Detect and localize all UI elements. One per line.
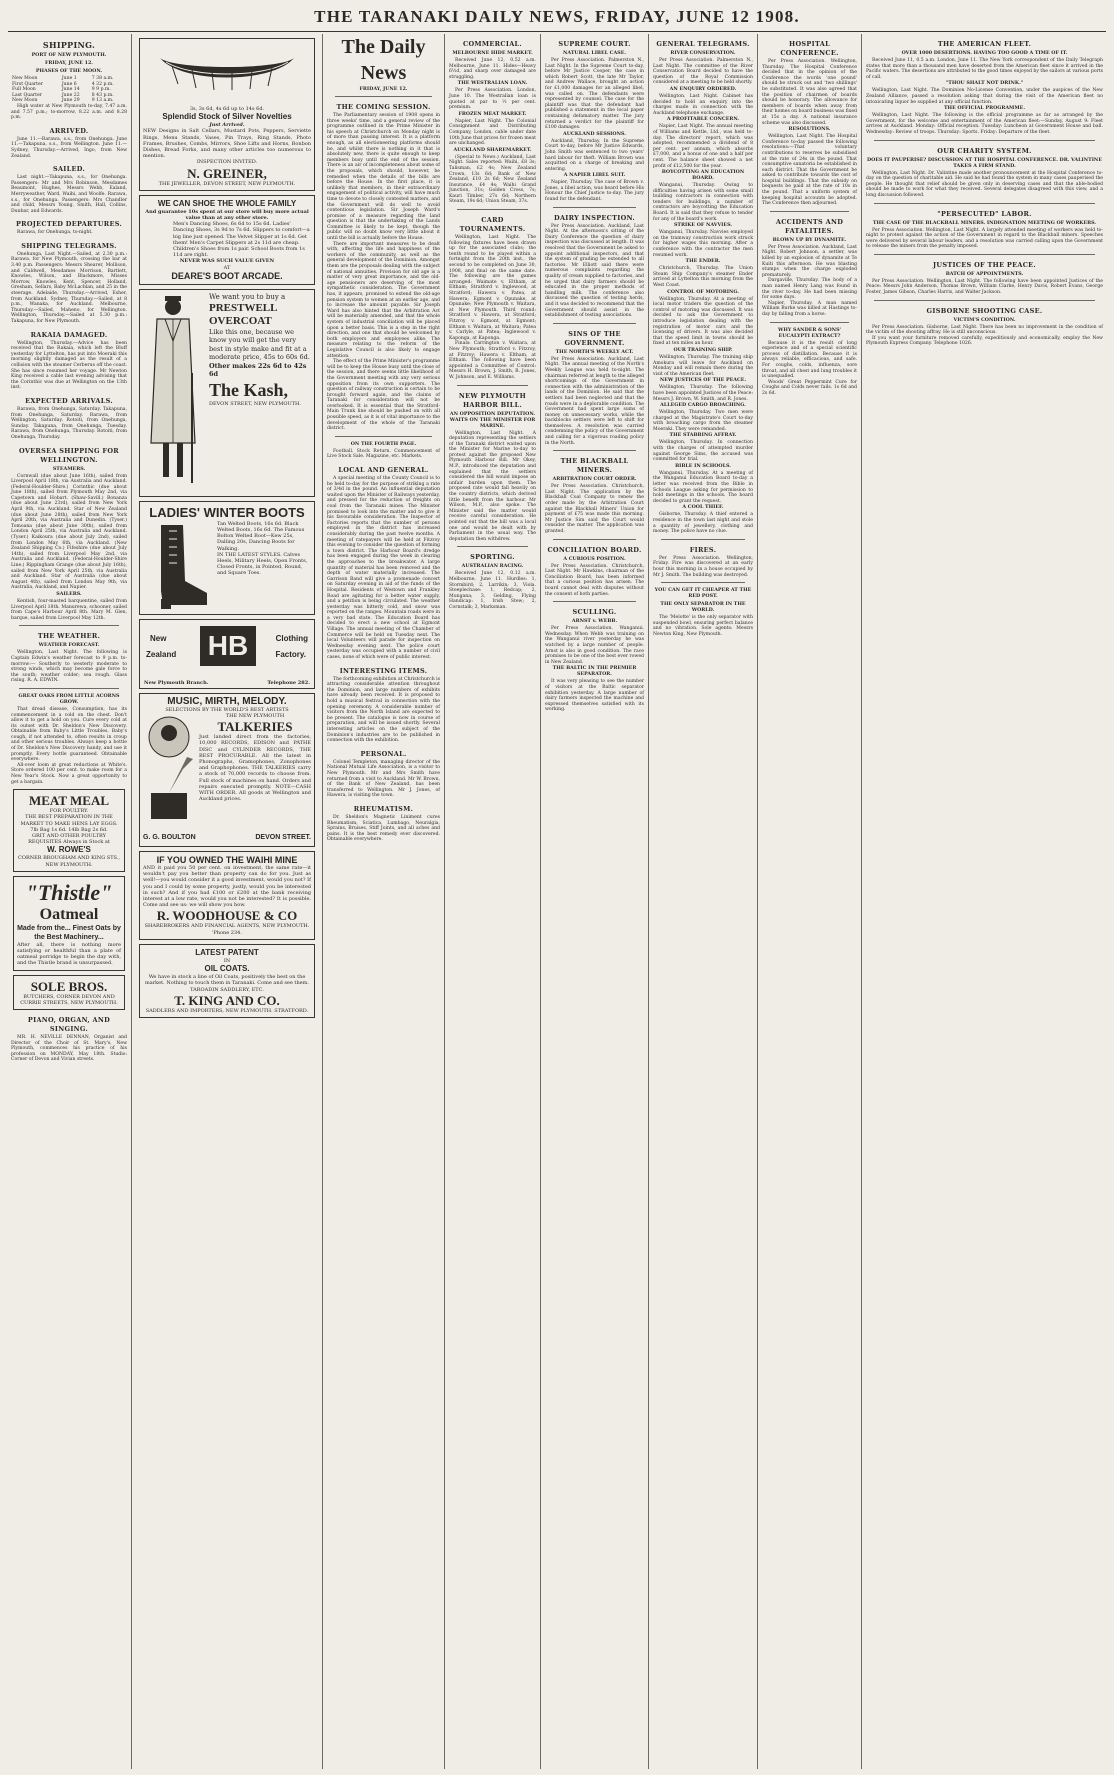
shipping-heading: SHIPPING.: [42, 40, 96, 50]
column-court: [542, 34, 647, 1769]
woodhouse-ad: [139, 851, 315, 940]
local-heading: LOCAL AND GENERAL.: [338, 466, 429, 475]
labor-text: Per Press Association. Wellington, Last Night. A largely attended meeting of workers was held to-night to protest against the action of the Government in regard to the Blackball miners. Speeches were delivered by several labour leaders, and a resolution was carried calling upon the Government to release the miners from the penalty imposed.: [866, 227, 1103, 250]
projected-heading: PROJECTED DEPARTURES.: [15, 220, 123, 229]
hide-market-heading: MELBOURNE HIDE MARKET.: [452, 50, 533, 56]
programme-text: Wellington, Last Night. The following is the official programme as far as arranged by the Government, for the welcome and entertainment of the American fleet:—Sunday, August 9: Fleet arrives at Auckland. Monday: Official reception. Tuesday: Luncheon at Government House and ball. Wednesday: Review of troops. Thursday: Sports. Friday: Departure of the fleet.: [866, 113, 1103, 135]
separator: [661, 582, 745, 583]
table-row: First Quarter June 6 4 32 p.m.: [12, 81, 114, 87]
drink-heading: "THOU SHALT NOT DRINK.": [945, 80, 1024, 87]
music-sub: SELECTIONS BY THE WORLD'S BEST ARTISTS: [165, 706, 289, 713]
separator: [874, 254, 1095, 255]
sessions-heading: AUCKLAND SESSIONS.: [563, 130, 626, 137]
column-cables: [863, 34, 1106, 1769]
fourth-page-heading: ON THE FOURTH PAGE.: [350, 440, 417, 447]
charity-text: Wellington, Last Night. Dr. Valintine made another pronouncement at the Hospital Conference to-day on the question of charitable aid. He said he had found the system in many cases pauperised the people. He thought that relief should be given only in deserving cases and that the able-bodied should be made to work for what they received. Several delegates disagreed with this view, and a long discussion followed.: [866, 170, 1103, 198]
blackball-heading: THE BLACKBALL MINERS.: [560, 457, 629, 475]
gisborne-text: Per Press Association. Gisborne, Last Night. There has been no improvement in the condition of the victim of the shooting affray. He is still unconscious.: [866, 324, 1103, 336]
sole-bros-ad: [13, 975, 125, 1010]
editorial-title: The Daily News: [341, 36, 426, 84]
projected-text: Rarawa, for Onehunga, to-night.: [17, 230, 93, 236]
grit-text: GRIT AND OTHER POULTRY REQUISITES Always in Stock at: [28, 833, 110, 846]
never-text: NEVER WAS SUCH VALUE GIVEN: [179, 258, 275, 265]
accidents-heading: ACCIDENTS AND FATALITIES.: [775, 217, 844, 235]
sins-text: Per Press Association. Auckland, Last Night. The annual meeting of the North's Weekly League was held to-night. The chairman referred at length to the alleged shortcomings of the Government in connection with the administration of the lands of the Dominion. He said that the settlers had been neglected and that the roads were in a deplorable condition. The Government had spent large sums of money on unnecessary works, while the backblocks settlers were left to shift for themselves. A resolution was carried condemning the policy of the Government and calling for a vigorous roading policy in the North.: [545, 356, 644, 446]
column-shipping: [8, 34, 130, 1769]
thistle-ad: [13, 876, 125, 971]
killed-text: Napier, Thursday. A man named William Burke was killed at Hastings to-day by falling from a horse.: [762, 300, 857, 317]
thistle-title: "Thistle": [25, 879, 113, 905]
meat-meal-title: MEAT MEAL: [28, 793, 110, 809]
sailers-heading: SAILERS.: [56, 590, 82, 597]
card-heading: CARD TOURNAMENTS.: [459, 216, 526, 234]
greiner-address: THE JEWELLER, DEVON STREET, NEW PLYMOUTH.: [158, 180, 296, 187]
masthead-rule: [8, 31, 1106, 32]
music-title: MUSIC, MIRTH, MELODY.: [167, 695, 287, 707]
frozen-meat-text: Napier, Last Night. The Colonial Consignment and Distributing Company, London, cable under date 10th June that prices for frozen meat are unchanged.: [449, 118, 536, 147]
separator: [770, 322, 849, 323]
red-post-notice: YOU CAN GET IT CHEAPER AT THE RED POST.: [654, 587, 752, 600]
river-text: Per Press Association. Palmerston N., Last Night. The committee of the River Conservation Board decided to have the question of the Royal Commission considered at a meeting to be held shortly.: [653, 58, 753, 86]
steamers-text: Cornwall (due about June 16th), sailed from Liverpool April 18th, via Australia and Auckland. (Federal-Houlder-Shire.) Corinthic (due about June 18th), sailed from Plymouth May 2nd, via Capetown and Hobart. (Shaw-Savill.) Bonanza (due about June 23rd), sailed from New York April 9th, via Auckland. Star of New Zealand (due about June 28th), sailed from New York April 20th, via Australia and Dunedin. (Tyser.) Tomoana (due about June 30th), sailed from London April 25th, via Australia and Auckland. (Tyser.) Kaikoura (due about July 2nd), sailed from London May 6th, via Auckland. (New Zealand Shipping Co.) Fifeshire (due about July 14th), sailed from Liverpool May 2nd, via Australia and Auckland. (Federal-Houlder-Shire Line.) Rippingham Grange (due about July 16th), sailed from New York April 25th, via Australia and Auckland. Star of Australia (due about August 4th), sailed from London May 9th, via Australia, Auckland, and Napier.: [11, 473, 127, 591]
sins-heading: SINS OF THE GOVERNMENT.: [564, 329, 625, 347]
inspection-text: INSPECTION INVITED.: [196, 159, 258, 166]
novelties-title: Splendid Stock of Silver Novelties: [162, 112, 292, 122]
loan-text: Per Press Association. London, June 10. The Westralian loan is quoted at par to ½ per cent. premium.: [449, 88, 536, 111]
blackball-sub: ARBITRATION COURT ORDER.: [552, 476, 637, 483]
port-heading: PORT OF NEW PLYMOUTH.: [31, 52, 107, 58]
boulton-street: DEVON STREET.: [255, 834, 311, 842]
sharemarket-text: (Special to News.) Auckland, Last Night. Sales reported: Waihi, £8 3s; Talisman, £2 4s; New Zealand Crown, 13s 6d; Bank of New Zealand, £10 2s 6d; New Zealand Insurance, £4 4s; Waihi Grand Junction, 31s; Golden Cross, 7s; Kauri Timber, 27s 6d; Northern Steam, 19s 6d; Union Steam, 37s.: [449, 154, 536, 205]
resolutions-heading: RESOLUTIONS.: [788, 126, 831, 133]
column-commercial: [446, 34, 539, 1769]
gisborne-heading: GISBORNE SHOOTING CASE.: [926, 306, 1043, 315]
hb-factory: Factory.: [275, 649, 306, 659]
thief-text: Gisborne, Thursday. A thief entered a residence in the town last night and stole a quantity of jewellery, clothing and money. The police have no clue.: [653, 512, 753, 535]
ender-heading: THE ENDER.: [685, 258, 721, 265]
justices-heading: NEW JUSTICES OF THE PEACE.: [659, 377, 747, 384]
river-heading: RIVER CONSERVATION.: [670, 50, 736, 56]
session-heading: THE COMING SESSION.: [336, 103, 431, 111]
thief-heading: A COOL THIEF.: [682, 504, 724, 511]
talkeries-pre: THE NEW PLYMOUTH: [225, 713, 285, 720]
charity-sub: DOES IT PAUPERISE? DISCUSSION AT THE HOSPITAL CONFERENCE. DR. VALINTINE TAKES A FIRM STAND.: [867, 156, 1102, 169]
hospital-text: Per Press Association. Wellington, Thursday. The Hospital Conference decided that in the opinion of the Conference the words 'one pound' should be struck out and 'two shillings' be substituted. It was also agreed that the position of chairmen of boards should be honorary. The allowance for members of boards when away from their homes on board business was fixed at 15s a day. A national insurance scheme was also discussed.: [762, 59, 857, 126]
conciliation-heading: CONCILIATION BOARD.: [547, 545, 642, 554]
hide-market-text: Received June 12, 0.52 a.m. Melbourne, June 11. Hides—Heavy 6½d, and sharp over damaged are struggling.: [449, 58, 536, 80]
sins-sub: THE NORTH'S WEEKLY ACT.: [555, 348, 634, 355]
kash-name: The Kash,: [209, 379, 289, 400]
drink-text: Wellington, Last Night. The Dominion No-License Convention, under the auspices of the New Zealand Alliance, passed a resolution asking that during the visit of the American fleet no intoxicating liquor be supplied at any official function.: [866, 88, 1103, 105]
separator: [335, 96, 432, 97]
separator-heading: THE ONLY SEPARATOR IN THE WORLD.: [660, 601, 746, 614]
programme-heading: THE OFFICIAL PROGRAMME.: [943, 105, 1025, 112]
separator: [874, 300, 1095, 301]
furniture-text: If you want your furniture removed carefully, expeditiously and economically, employ the New Plymouth Express Company. Telephone 1026.: [866, 335, 1103, 347]
conciliation-sub: A CURIOUS POSITION.: [563, 555, 626, 562]
table-row: New Moon June 29 9 13 a.m.: [12, 98, 114, 104]
oil-title-3: OIL COATS.: [204, 964, 250, 974]
king-ad: [139, 944, 315, 1018]
woods-cure-text: Woods' Great Peppermint Cure for Coughs and Colds never fails. 1s 6d and 2s 6d.: [762, 379, 857, 396]
sculling-heading: SCULLING.: [572, 608, 617, 617]
hospital-heading: HOSPITAL CONFERENCE.: [780, 40, 839, 57]
separator: [457, 209, 528, 210]
bible-heading: BIBLE IN SCHOOLS.: [675, 462, 731, 469]
napier-libel-heading: A NAPIER LIBEL SUIT.: [563, 172, 626, 179]
resolutions-text: Wellington, Last Night. The Hospital Conference to-day passed the following resolutions:—That voluntary contributions to reserves be subsidised at the rate of 24s in the pound. That consumptive sanatoria be established in each district. That the Government be asked to contribute towards the cost of hospital buildings. That the subsidy on bequests be paid at the rate of 10s in the pound. That a uniform system of keeping hospital accounts be adopted. The Conference then adjourned.: [762, 134, 857, 207]
card-text: Wellington, Last Night. The following fixtures have been drawn up for the associated clubs; the tenth round to be played within a fortnight from the 20th inst., the second to be completed on June 30, 1908, and final on the same date. The following are the games arranged: Waimate v. Eltham, at Eltham; Stratford v. Inglewood, at Stratford; Hawera v. Patea, at Hawera; Egmont v. Opunake, at Opunake; New Plymouth v. Waitara, at New Plymouth. Third round: Stratford v. Hawera, at Stratford; Fitzroy v. Egmont, at Egmont; Eltham v. Waitara, at Waitara; Patea v. Carlyle, at Patea; Inglewood v. Kaponga, at Kaponga.: [449, 235, 536, 341]
interesting-heading: INTERESTING ITEMS.: [339, 666, 428, 675]
kash-body: Like this one, because we know you will get the very best in style make and fit at a moderate price, 45s to 60s 6d.: [209, 327, 310, 362]
separator: [553, 207, 636, 208]
piano-text: MR. H. NEVILLE DENNAN, Organist and Director of the Choir of St. Mary's, New Plymouth, commences his practice of his profession on MONDAY, May 18th. Studio: Corner of Devon and Vivian streets.: [11, 1035, 127, 1063]
fleet-sub: OVER 1000 DESERTIONS. HAVING TOO GOOD A TIME OF IT.: [901, 50, 1068, 56]
fires-text: Per Press Association. Wellington, Friday. Fire was discovered at an early hour this morning in a house occupied by Mr J. Smith. The building was destroyed.: [653, 555, 753, 578]
talkeries-ad: [139, 693, 315, 847]
dynamite-heading: BLOWN UP BY DYNAMITE.: [772, 236, 847, 243]
forecast-heading: WEATHER FORECAST.: [38, 642, 100, 649]
loan-heading: THE WESTRALIAN LOAN.: [457, 80, 528, 87]
libel-heading: NATURAL LIBEL CASE.: [562, 50, 627, 56]
ladies-body: Tan Welted Boots, 16s 6d. Black Welted Boots, 16s 6d. The Famous Bolton Welted Boot—Kew 25s, Dalling 20s, Dancing Boots for Walking.: [217, 520, 305, 552]
at-text: AT: [223, 264, 231, 271]
oatmeal-body: After all, there is nothing more satisfying or healthful than a plate of oatmeal porridge to begin the day with, and the Thistle brand is unsurpassed.: [17, 941, 121, 967]
kash-ad: [139, 289, 315, 497]
rowe-name: W. ROWE'S: [47, 845, 91, 855]
separator: [19, 688, 119, 689]
general-telegrams-heading: GENERAL TELEGRAMS.: [656, 40, 750, 48]
overcoat-man-icon: [143, 293, 205, 493]
column-divider: [540, 34, 541, 1769]
eucalypti-heading: WHY SANDER & SONS' EUCALYPTI EXTRACT?: [777, 326, 842, 339]
rakaia-text: Wellington, Thursday.—Advice has been received that the Rakaia, which left the Bluff yesterday for Lyttelton, has put into Moeraki this morning slightly damaged as the result of a collision with the steamer Cerberus off the coast. She has since resumed her voyage. Mr Newton King received a cable last evening advising that the Corinthic was due at Wellington on the 13th inst.: [11, 340, 127, 391]
weather-text: Wellington, Last Night. The following is Captain Edwin's weather forecast to 9 p.m. to-morrow:— Southerly to westerly moderate to strong winds, which may become gale force to the south; weather colder; sea rough. Glass rising. R. A. EDWIN.: [11, 650, 127, 684]
frozen-meat-heading: FROZEN MEAT MARKET.: [458, 110, 527, 117]
kash-want: We want you to buy a: [209, 292, 286, 301]
oil-title-1: LATEST PATENT: [195, 947, 259, 957]
piano-heading: PIANO, ORGAN, AND SINGING.: [27, 1016, 111, 1034]
moon-heading: PHASES OF THE MOON.: [35, 68, 103, 74]
oil-title-2: IN: [223, 957, 231, 964]
blackball-text: Per Press Association. Christchurch, Last Night. The application by the Blackball Coal Company to renew the order made by the Arbitration Court against the Blackball Miners' Union for payment of £75 was made this morning. Mr Justice Sim said the Court would consider the matter. The application was granted.: [545, 484, 644, 534]
weather-heading: THE WEATHER.: [37, 632, 101, 641]
local-text: A special meeting of the County Council is to be held to-day for the purpose of striking a rate of 3/4d in the pound. An influential deputation waited upon the Minister of Railways yesterday, and pressed for the reduction of freights on coal from the Taranaki mines. The Minister promised to look into the matter and to give it his favourable consideration. The Inspector of Factories reports that the number of persons employed in the district has increased considerably during the past twelve months. A meeting of ratepayers will be held at Fitzroy this evening to consider the question of forming a town district. The Harbour Board's dredge has been engaged during the week in clearing the approaches to the breakwater. A large quantity of material has been removed and the depth of water materially increased. The Garrison Band will give a promenade concert on Saturday evening in aid of the funds of the Hospital. Residents of Westown and Frankley Road are agitating for a better water supply, and a petition is being circulated. The weather yesterday was bitterly cold, and snow was reported on the ranges. Mountain roads were in a very bad state. The Education Board has decided to erect a new school at Egmont Village. The annual meeting of the Chamber of Commerce will be held on Tuesday next. The local Volunteers will parade for inspection on Wednesday evening next. The police court yesterday was occupied with a number of civil cases, none of which were of public interest.: [327, 476, 440, 661]
sole-bros-title: SOLE BROS.: [30, 978, 108, 994]
baltic-text: It was very pleasing to see the number of visitors at the Baltic separator exhibition yesterday. A large number of dairy farmers inspected the machine and expressed themselves satisfied with its working.: [545, 679, 644, 713]
enquiry-heading: AN ENQUIRY ORDERED.: [669, 85, 737, 92]
justices-text: Wellington, Thursday. The following have been appointed Justices of the Peace: Messrs J. Brown, W. Smith, and R. Jones.: [653, 385, 753, 402]
harbour-heading: NEW PLYMOUTH HARBOR BILL.: [458, 391, 527, 409]
meat-meal-price: 7lb Bag 1s 6d. 14lb Bag 2s 6d.: [30, 826, 108, 833]
hb-branch: New Plymouth Branch.: [144, 679, 209, 686]
sculling-sub: ARNST v. WEBB.: [571, 618, 618, 625]
editorial-date: FRIDAY, JUNE 12.: [359, 86, 408, 92]
personal-text: Colonel Templeton, managing director of the National Mutual Life Association, is a visitor to New Plymouth. Mr and Mrs Smith have returned from a visit to Auckland. Mr W. Brown, of the Bank of New Zealand, has been transferred to Wellington. Mr J. Jones, of Hawera, is visiting the town.: [327, 759, 440, 799]
oil-body: We have in stock a line of Oil Coats, positively the best on the market. Nothing to touch them in Taranaki. Come and see them.: [145, 974, 309, 987]
sessions-text: Auckland, Thursday. In the Supreme Court to-day, before Mr Justice Edwards, John Smith was sentenced to two years' hard labour for theft. William Brown was acquitted on a charge of breaking and entering.: [545, 138, 644, 172]
stabbing-heading: THE STABBING AFFRAY.: [669, 432, 737, 439]
labor-heading: "PERSECUTED" LABOR.: [937, 209, 1032, 218]
column-divider: [757, 34, 758, 1769]
eucalypti-text: Because it is the result of long experience and of a special scientific process of distillation. Because it is always reliable, efficacious, and safe. For coughs, colds, influenza, sore throat, and all chest and lung troubles it is unequalled.: [762, 340, 857, 380]
column-divider: [131, 34, 132, 1769]
moon-table: [11, 76, 127, 104]
stabbing-text: Wellington, Thursday. In connection with the charges of attempted murder against George Sims, the accused was committed for trial.: [653, 440, 753, 463]
jp-sub: BATCH OF APPOINTMENTS.: [945, 270, 1024, 277]
charity-heading: OUR CHARITY SYSTEM.: [937, 146, 1032, 155]
dairy-text: Per Press Association. Auckland, Last Night. At the afternoon's sitting of the Dairy Conference the question of dairy inspection was discussed at length. It was resolved that the Government be asked to appoint additional inspectors, and that the system of grading be extended to all factories. Mr Elliott said there were numerous complaints regarding the quality of cream supplied to factories, and he urged that dairy farmers should be educated in the proper methods of handling milk. The conference also discussed the question of testing herds, and it was decided to recommend that the Government should assist in the establishment of testing associations.: [545, 223, 644, 319]
boycott-text: Wanganui, Thursday. Owing to difficulties having arisen with some small building contractors in connection with tenders for buildings, a number of contractors are boycotting the Education Board. It is said that they refuse to tender for any of the board's work.: [653, 183, 753, 222]
separator: [553, 450, 636, 451]
shoe-title: WE CAN SHOE THE WHOLE FAMILY: [157, 198, 297, 208]
greiner-ad: [139, 38, 315, 191]
separator: [874, 140, 1095, 141]
sailers-text: Kentish, four-masted barquentine, sailed from Liverpool April 18th. Manurewa, schooner, sailed from Cape's Harbour April 8th. Mary M. Glen, barque, sailed from Liverpool May 12th.: [11, 598, 127, 621]
separator: [457, 546, 528, 547]
meat-meal-body: THE BEST PREPARATION IN THE MARKET TO MAKE HENS LAY EGGS.: [20, 814, 118, 827]
king-name: T. KING AND CO.: [174, 992, 280, 1008]
expected-heading: EXPECTED ARRIVALS.: [25, 396, 113, 405]
baltic-heading: THE BALTIC IN THE PREMIER SEPARATOR.: [552, 665, 637, 678]
shipping-date: FRIDAY, JUNE 12.: [45, 60, 93, 66]
training-ship-text: Wellington, Thursday. The training ship Amokura will leave for Auckland on Monday and will remain there during the visit of the American fleet.: [653, 354, 753, 377]
table-row: Full Moon June 14 9 9 p.m.: [12, 87, 111, 93]
session-text-1: The Parliamentary session of 1908 opens in three weeks' time, and a general review of the programme outlined in the Prime Minister in his speech at Christchurch on Monday night is of more than passing interest. It is a platform enough, as all electioneering platforms should be, and whilst there is nothing in it that is absolutely new, there is quite enough to keep members busy until the end of the session. There is an air of incompleteness about some of the proposals, which should, however, be remedied when the details of the bills are before the House. In the first place, it is unlikely that members, in their extraordinary engagement of political activity, will have much time to devote to closely contested matters, and the Government will do well to avoid contentious legislation. Sir Joseph Ward's promise of a measure regarding the land question is that the undertaking of the Lands Committee is likely to be kept, though the public will no doubt know very little about it until the bill is actually before the House.: [327, 113, 440, 242]
hb-logo: HB: [200, 626, 256, 666]
boot-icon: [143, 521, 213, 611]
commercial-heading: COMMERCIAL.: [463, 40, 522, 48]
white-notice: All-over loom at great reductions at White's. Store ordered 100 per cent. to make room for a New Year's Stock. Now a great opportunity to get a bargain.: [11, 762, 127, 785]
racing-heading: AUSTRALIAN RACING.: [461, 563, 524, 570]
kash-address: DEVON STREET, NEW PLYMOUTH.: [209, 400, 301, 407]
expected-text: Rarawa, from Onehunga, Saturday. Takapuna, from Onehunga, Saturday. Rarawa, from Wellington, Saturday. Rotoiti, from Onehunga, Sunday. Takapuna, from Onehunga, Tuesday. Rarawa, from Onehunga, Thursday. Rotoiti, from Onehunga, Thursday.: [11, 406, 127, 440]
jp-heading: JUSTICES OF THE PEACE.: [932, 260, 1036, 269]
ladies-title: LADIES' WINTER BOOTS: [149, 504, 305, 520]
masthead: THE TARANAKI DAILY NEWS, FRIDAY, JUNE 12 1908.: [314, 7, 800, 26]
cargo-heading: ALLEGED CARGO BROACHING.: [660, 402, 746, 409]
separator: [457, 385, 528, 386]
column-divider: [861, 34, 862, 1769]
acorns-heading: GREAT OAKS FROM LITTLE ACORNS GROW.: [18, 692, 120, 705]
column-telegrams: [650, 34, 756, 1769]
column-hospital: [759, 34, 860, 1769]
tides-text: High water at New Plymouth to-day, 7.47 a.m. and 7.57 p.m.; to-morrow, 8.22 a.m. and 8.28 p.m.: [11, 103, 127, 121]
interesting-text: The forthcoming exhibition at Christchurch is attracting considerable attention throughout the Dominion, and large numbers of exhibits have already been received. It is proposed to hold a musical festival in connection with the opening ceremony. A considerable number of visitors from the North Island are expected to be present. The catalogue is now in course of preparation, and will be issued shortly. Several interesting articles on the subject of the Dominion's industries are to be published in connection with the exhibition.: [327, 676, 440, 744]
deare-name: DEARE'S BOOT ARCADE.: [171, 270, 283, 281]
shoe-sub: And guarantee 10s spent at our store will buy more actual value than at any other store.: [145, 208, 309, 222]
woodhouse-sub: SHAREBROKERS AND FINANCIAL AGENTS, NEW PLYMOUTH. 'Phone 234.: [144, 923, 310, 936]
deare-ad: [139, 195, 315, 285]
labor-sub: THE CASE OF THE BLACKBALL MINERS. INDIGNATION MEETING OF WORKERS.: [872, 219, 1097, 226]
cargo-text: Wellington, Thursday. Two men were charged at the Magistrate's Court to-day with broaching cargo from the steamer Moeraki. They were remanded.: [653, 410, 753, 432]
waihi-title: IF YOU OWNED THE WAIHI MINE: [156, 855, 298, 866]
strike-text: Wanganui, Thursday. Navvies employed on the tramway construction work struck for higher wages this morning. After a conference with the contractor the men resumed work.: [653, 230, 753, 258]
motoring-text: Wellington, Thursday. At a meeting of local motor traders the question of the control of motoring was discussed. It was decided to ask the Government to introduce legislation dealing with the registration of motor cars and the licensing of drivers. It was also decided that the speed limit in towns should be fixed at ten miles an hour.: [653, 296, 753, 347]
separator: [335, 436, 432, 437]
sharemarket-heading: AUCKLAND SHAREMARKET.: [453, 146, 532, 153]
separator: [874, 203, 1095, 204]
column-divider: [648, 34, 649, 1769]
gramophone-icon: [143, 713, 195, 833]
harbour-text: Wellington, Last Night. A deputation representing the settlers of the Taranaki district waited upon the Minister for Marine to-day to protest against the proposed New Plymouth Harbour Bill. Mr Okey, M.P., introduced the deputation and explained that the settlers considered the bill would impose an unfair burden upon them. The proposed rate would fall heavily on the country districts, which derived little benefit from the harbour. Mr Wilson, M.P., also spoke. The Minister said the matter would receive careful consideration. He pointed out that the bill was a local one and would be dealt with by Parliament in the usual way. The deputation then withdrew.: [449, 430, 536, 542]
separator: [19, 625, 119, 626]
ladies-boots-ad: [139, 501, 315, 615]
session-text-2: There are important measures to be dealt with, affecting the life and happiness of the workers of the community, as well as the general development of the Dominion. Amongst them are the proposals dealing with the subject of national annuities. Provision for old age is a matter of very great importance, and the old-age pensioners are deserving of the most sympathetic consideration. The Government has, it appears, promised to extend the old-age pension system to women at an earlier age, and to increase the amount payable. Sir Joseph Ward has also hinted that the Arbitration Act will be materially amended, and that the whole system of industrial conciliation will be placed upon a better basis. This is a step in the right direction, and one that should be welcomed by both employers and employees alike. The measure relating to the reform of the Legislative Council is also likely to engage attention.: [327, 241, 440, 359]
separator: [661, 539, 745, 540]
canoe-icon: [152, 44, 302, 104]
separator: [770, 211, 849, 212]
telegrams-text: Onehunga, Last Night.—Sailed, at 2.30 p.m.: Rarawa, for New Plymouth, crossing the bar at 3.40 p.m. Passengers: Messrs Shearer, Mollison, and Caldwell, Mesdames Morrison, Bartlett, Knowles, Wilson, and Blackmore, Misses Morrow, Knowles, Kent, Spencer, Holland, Gresham, Sellars, Baby McLachlan, and 25 in the steerage. Adelaide, Thursday.—Arrived, Esher, from Auckland. Sydney, Thursday.—Sailed, at 8 p.m., Wanaka, for Auckland. Melbourne, Thursday.—Sailed, Maheno, for Wellington. Wellington, Thursday.—Sailed at 5.30 p.m.: Takapuna, for New Plymouth.: [11, 251, 127, 324]
arrived-text: June 11.—Rarawa, s.s., from Onehunga. June 11.—Takapuna, s.s., from Wellington. June 11.—Sydney, Thursday.—Arrived, Ingo, from New Zealand.: [11, 136, 127, 159]
fleet-heading: THE AMERICAN FLEET.: [937, 40, 1032, 48]
separator: [553, 539, 636, 540]
oatmeal-title: Oatmeal: [39, 905, 99, 923]
ladies-styles: IN THE LATEST STYLES. Calves Heels, Military Heels, Open Fronts, Closed Fronts, in Pointed, Round, and Square Toes.: [217, 551, 308, 577]
enquiry-text: Wellington, Last Night. Cabinet has decided to hold an enquiry into the charges made in connection with the Auckland telephone exchange.: [653, 93, 753, 116]
greiner-name: N. GREINER,: [187, 165, 267, 181]
drowning-text: Dargaville, Thursday. The body of a man named Henry Lang was found in the river to-day. He had been missing for some days.: [762, 278, 857, 301]
separator: [553, 601, 636, 602]
profit-text: Napier, Last Night. The annual meeting of Williams and Kettle, Ltd., was held to-day. The directors' report, which was adopted, recommended a dividend of 8 per cent. per annum, which absorbs £7,000, and a bonus of one and a half per cent. The balance sheet showed a net profit of £12,500 for the year.: [653, 124, 753, 169]
waihi-body: AND it paid you 50 per cent. on investment, the same rate—it wouldn't pay you better than property can do for you. Just as well!—you would consider it a good investment, would you not? If you and I could by some property, justly, would you be interested in such? And if you had £100 or £200 at the bank receiving interest at a low rate, would you not be interested? It is possible. Come and see us: we will show you how.: [143, 865, 311, 909]
table-row: Last Quarter June 22 8 43 p.m.: [12, 92, 114, 98]
sporting-heading: SPORTING.: [470, 553, 515, 562]
shoe-list: Men's Dancing Shoes, 6s 6d to 15s 6d. Ladies' Dancing Shoes, 3s 9d to 7s 6d. Slippers to comfort—a big line just opened. The Velvet Slipper at 1s 6d. Get them! Men's Carpet Slippers at 2s 11d are cheap. Children's Shoes from 1s pair. School Boots from 1s 11d are right.: [173, 221, 310, 259]
napier-libel-text: Napier, Thursday. The case of Brown v. Jones, a libel action, was heard before His Honour the Chief Justice to-day. The jury found for the defendant.: [545, 180, 644, 203]
table-row: New Moon June 1 7 38 a.m.: [12, 76, 114, 81]
oatmeal-tagline: Made from the... Finest Oats by the Best Machinery...: [17, 924, 121, 941]
boulton-name: G. G. BOULTON: [143, 834, 196, 842]
meat-meal-sub: FOR POULTRY.: [49, 808, 89, 815]
sculling-text: Per Press Association. Wanganui, Wednesday. When Webb was training on the Wanganui river yesterday he was watched by a large number of people. Arnst is also in good condition. The race promises to be one of the best ever rowed in New Zealand.: [545, 626, 644, 665]
kash-other: Other makes 22s 6d to 42s 6d: [209, 361, 307, 379]
separator: [553, 323, 636, 324]
libel-text: Per Press Association. Palmerston N., Last Night. In the Supreme Court to-day, before Mr Justice Cooper, the case in which Robert Scott, the late Mr Taylor, and Andrew Wallace, brought an action for £1,000 damages for an alleged libel, was called on. The defendants were represented by counsel. The case for the plaintiff was that the defendant had published a statement in the local paper containing defamatory matter. The jury returned a verdict for the plaintiff for £100 damages.: [545, 58, 644, 131]
column-advertisements: [134, 34, 320, 1769]
rakaia-heading: RAKAIA DAMAGED.: [30, 330, 108, 339]
column-editorial: [324, 34, 443, 1769]
acorns-text: That dread disease, Consumption, has its commencement in a cold on the chest. Don't allow it to get a hold on you. Cure every cold at its outset with Dr. Sheldon's New Discovery. Obtainable from Baby's Little Troubles. Baby's cough, if not attended to, often results in croup and other serious troubles. Always keep a bottle of Dr. Sheldon's New Discovery handy, and use it promptly. Every bottle guaranteed. Obtainable everywhere.: [11, 706, 127, 763]
hb-new: New: [150, 633, 167, 643]
rheumatism-heading: RHEUMATISM.: [353, 804, 414, 813]
fleet-text: Received June 11, 0.5 a.m. London, June 11. The New York correspondent of the Daily Telegraph states that more than a thousand men have deserted from the American fleet since it arrived in the Pacific waters. The desertions are attributed to the good times enjoyed by the sailors at various ports of call.: [866, 58, 1103, 80]
fires-heading: FIRES.: [689, 545, 717, 554]
training-ship-heading: OUR TRAINING SHIP.: [673, 346, 733, 353]
harbour-sub: AN OPPOSITION DEPUTATION. WAITS ON THE MINISTER FOR MARINE.: [449, 410, 536, 429]
column-divider: [322, 34, 323, 1769]
session-text-3: The effect of the Prime Minister's programme will be to keep the House busy until the close of the session, and there seems little likelihood of the Government meeting with any very serious opposition from its own supporters. The question of railway construction is certain to be brought forward again, and the claims of Taranaki for consideration will not be overlooked. It is essential that the Stratford-Main Trunk line should be pushed on with all possible speed, as it is of vital importance to the development of the whole of the Taranaki district.: [327, 359, 440, 432]
sole-bros-sub: BUTCHERS, CORNER DEVON AND CURRIE STREETS, NEW PLYMOUTH.: [20, 993, 118, 1006]
novelties-body: NEW Designs in Salt Cellars, Mustard Pots, Peppers, Serviette Rings, Menu Stands, Vases, Pin Trays, Ring Stands, Photo Frames, Brushes, Combs, Mirrors, Shoe Lifts and Horns, Bonbon Dishes, Bread Forks, and many other articles too numerous to mention.: [143, 128, 311, 160]
novelties-sub: Just Arrived.: [209, 122, 245, 129]
hb-clothing: Clothing: [275, 633, 308, 643]
motoring-heading: CONTROL OF MOTORING.: [667, 288, 739, 295]
meat-meal-ad: [13, 789, 125, 872]
woodhouse-name: R. WOODHOUSE & CO: [156, 908, 298, 924]
king-sub: SADDLERS AND IMPORTERS, NEW PLYMOUTH. STRATFORD.: [145, 1007, 309, 1014]
bible-text: Wanganui, Thursday. At a meeting of the Wanganui Education Board to-day a letter was received from the Bible in Schools League asking for permission to hold meetings in the schools. The board decided to grant the request.: [653, 470, 753, 504]
talkeries-title: TALKERIES: [217, 719, 293, 735]
canoe-caption: 3s, 3s 6d, 4s 6d up to 14s 6d.: [189, 106, 265, 112]
gisborne-sub: VICTIM'S CONDITION.: [953, 316, 1016, 323]
arrived-heading: ARRIVED.: [49, 126, 89, 135]
column-divider: [444, 34, 445, 1769]
prestwell-title: PRESTWELL OVERCOAT: [209, 301, 277, 327]
hb-clothing-ad: [139, 619, 315, 689]
fourth-page-list: Football. Stock Return. Commencement of Live Stock Sale. Magazine, etc. Markets.: [327, 448, 440, 460]
dynamite-text: Per Press Association. Auckland, Last Night. Robert Johnson, a settler, was killed by an explosion of dynamite at Te Kuiti this afternoon. He was blasting stumps when the charge exploded prematurely.: [762, 244, 857, 278]
personal-heading: PERSONAL.: [360, 749, 407, 758]
oversea-heading: OVERSEA SHIPPING FOR WELLINGTON.: [18, 446, 120, 464]
talkeries-body: Just landed direct from the factories, 10,000 RECORDS, EDISON and PATHE DISC and CYLINDER RECORDS, THE BEST PROCURABLE. All the latest in Phonographs, Gramophones, Zonophones and Graphophones. THE TALKERIES carry a stock of 70,000 records to choose from. Full stock of machines on hand. Orders and repairs executed promptly. NOTE—CASH WITH ORDER. All goods at Wellington and Auckland prices.: [199, 734, 311, 803]
steamers-heading: STEAMERS.: [52, 465, 86, 472]
boycott-heading: BOYCOTTING AN EDUCATION BOARD.: [661, 169, 745, 182]
conciliation-text: Per Press Association. Christchurch, Last Night. Mr Hawkins, chairman of the Conciliation Board, has been informed that a curious position has arisen. The board cannot deal with disputes without the consent of both parties.: [545, 563, 644, 597]
sailed-heading: SAILED.: [52, 165, 86, 174]
jp-text: Per Press Association. Wellington, Last Night. The following have been appointed Justices of the Peace: Messrs John Anderson, Thomas Brown, William Clarke, Henry Davis, Robert Evans, George Foster, James Gibson, Charles Harris, and Walter Jackson.: [866, 278, 1103, 296]
separator-text: The 'Melotte' is the only separator with suspended bowl, ensuring perfect balance and no vibration. Sole agents: Messrs Newton King, New Plymouth.: [653, 615, 753, 637]
card-text-2: Finals: Carrington v. Waitara, at New Plymouth; Stratford v. Fitzroy, at Fitzroy; Hawera v. Eltham, at Eltham. The following have been appointed a Committee of Control: Messrs H. Brown, J. Smith, R. Jones, W. Johnson, and E. Williams.: [449, 341, 536, 380]
rowe-address: CORNER BROUGHAM AND KING STS., NEW PLYMOUTH.: [18, 855, 120, 868]
sailed-text: Last night.—Takapuna, s.s., for Onehunga. Passengers: Mr and Mrs Robinson, Mesdames Beaumont, Hughes, Messrs Webb, Ealand, Merryweather, Ward, Waihi, and Woolfe. Rarawa, s.s., for Onehunga. Passengers: Mrs Chandler and child, Messrs Young, Smith, Hall, Collins, Dunbar, and Edwards.: [11, 175, 127, 214]
profit-heading: A PROFITABLE CONCERN.: [666, 116, 740, 123]
strike-heading: STRIKE OF NAVVIES.: [673, 222, 733, 229]
supreme-court-heading: SUPREME COURT.: [558, 40, 631, 48]
racing-text: Received June 12, 0.12 a.m. Melbourne, June 11. Hurdles: 1, Stormbird; 2, Larrikin; 3, Viola. Steeplechase: 1, Redcap; 2, Mungana; 3, Gelding. Flying Handicap: 1, Irish Stew; 2, Cornstalk; 3, Marksman.: [449, 571, 536, 610]
rheumatism-text: Dr. Sheldon's Magnetic Liniment cures Rheumatism, Sciatica, Lumbago, Neuralgia, Sprains, Bruises, Stiff Joints, and all aches and pains. It is the best remedy ever discovered. Obtainable everywhere.: [327, 814, 440, 843]
hb-zealand: Zealand: [146, 649, 177, 659]
telegrams-heading: SHIPPING TELEGRAMS.: [21, 241, 117, 250]
ender-text: Christchurch, Thursday. The Union Steam Ship Company's steamer Ender arrived at Lyttelton this morning from the West Coast.: [653, 266, 753, 288]
hb-telephone: Telephone 282.: [267, 679, 310, 686]
oil-saddlery: TAROADIN SADDLERY, ETC.: [190, 986, 264, 993]
dairy-heading: DAIRY INSPECTION.: [554, 213, 635, 222]
